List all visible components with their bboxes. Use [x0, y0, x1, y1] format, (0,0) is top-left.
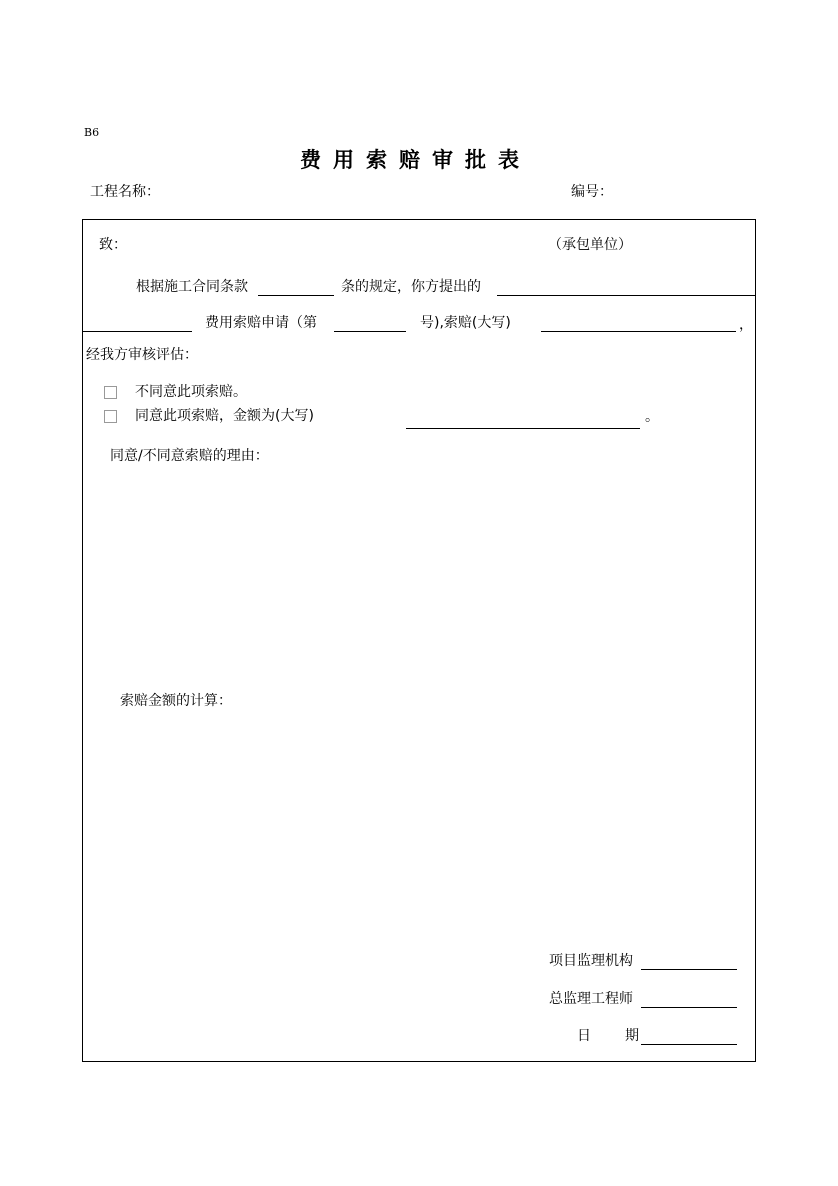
- claim-amount-label: 号),索赔(大写): [420, 315, 511, 331]
- form-code: B6: [84, 126, 100, 139]
- contractor-label: （承包单位）: [548, 237, 632, 253]
- sign-engineer-field[interactable]: [641, 1007, 737, 1008]
- date-label-char-2: 期: [625, 1028, 639, 1044]
- claim-content-field[interactable]: [497, 295, 756, 296]
- review-label: 经我方审核评估：: [86, 347, 198, 363]
- claim-request-label: 费用索赔申请（第: [205, 315, 317, 331]
- sign-engineer-label: 总监理工程师: [549, 991, 633, 1007]
- number-label: 编号：: [571, 184, 613, 200]
- claim-request-number-field[interactable]: [334, 331, 406, 332]
- option-disagree-label: 不同意此项索赔。: [135, 384, 247, 400]
- to-label: 致：: [99, 237, 127, 253]
- claim-amount-field[interactable]: [541, 331, 736, 332]
- page-title: 费用索赔审批表: [300, 148, 531, 172]
- reason-label: 同意/不同意索赔的理由：: [110, 448, 269, 464]
- agreed-amount-field[interactable]: [406, 428, 640, 429]
- date-field[interactable]: [641, 1044, 737, 1045]
- sign-org-field[interactable]: [641, 969, 737, 970]
- contract-clause-prefix: 根据施工合同条款: [136, 279, 248, 295]
- sign-org-label: 项目监理机构: [549, 953, 633, 969]
- claim-content-field-cont[interactable]: [82, 331, 192, 332]
- form-frame: [82, 219, 756, 1062]
- agree-checkbox[interactable]: [104, 410, 117, 423]
- calc-label: 索赔金额的计算：: [120, 693, 232, 709]
- contract-clause-mid: 条的规定，你方提出的: [341, 279, 481, 295]
- clause-number-field[interactable]: [258, 295, 334, 296]
- comma-mark: ，: [739, 317, 753, 333]
- period-mark: 。: [645, 409, 659, 425]
- disagree-checkbox[interactable]: [104, 386, 117, 399]
- date-label-char-1: 日: [577, 1028, 591, 1044]
- option-agree-label: 同意此项索赔，金额为(大写): [135, 408, 314, 424]
- project-name-label: 工程名称：: [90, 184, 160, 200]
